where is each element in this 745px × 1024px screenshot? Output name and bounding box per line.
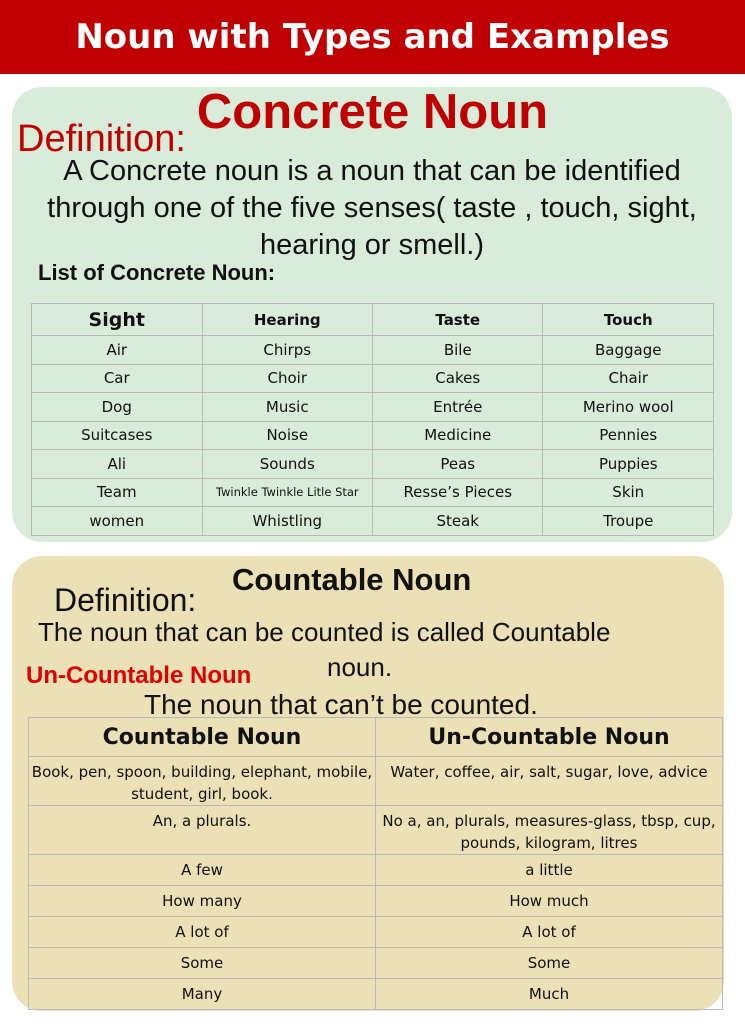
table-cell: Chair (543, 364, 714, 393)
table-cell: Team (32, 478, 203, 507)
table-cell: Dog (32, 393, 203, 422)
table-cell: Cakes (373, 364, 543, 393)
table-cell: Baggage (543, 336, 714, 365)
table-cell: No a, an, plurals, measures-glass, tbsp, cup, pounds, kilogram, litres (376, 806, 723, 855)
countable-definition-line1: The noun that can be counted is called Countable (38, 617, 611, 647)
table-cell: Ali (32, 450, 203, 479)
table-header-row (29, 718, 723, 757)
table-cell: Pennies (543, 421, 714, 450)
table-cell: Merino wool (543, 393, 714, 422)
table-row (32, 507, 714, 536)
table-cell: Peas (373, 450, 543, 479)
table-cell: Skin (543, 478, 714, 507)
column-header-uncountable: Un-Countable Noun (376, 718, 723, 757)
table-cell: Some (29, 948, 376, 979)
table-cell: Resse’s Pieces (373, 478, 543, 507)
page-header (0, 0, 745, 74)
concrete-definition-text: A Concrete noun is a noun that can be identified through one of the five senses( taste , touch, sight, hearing or smell.) (47, 155, 697, 261)
table-cell: a little (376, 855, 723, 886)
concrete-list-label: List of Concrete Noun: (38, 260, 276, 285)
table-row (32, 478, 714, 507)
table-row (29, 757, 723, 806)
table-cell: Many (29, 979, 376, 1010)
table-row (29, 806, 723, 855)
table-row (32, 364, 714, 393)
table-header-row (32, 304, 714, 336)
table-cell: Air (32, 336, 203, 365)
concrete-definition-label: Definition: (17, 118, 186, 160)
table-cell: Chirps (202, 336, 373, 365)
table-cell: Twinkle Twinkle Litle Star (202, 478, 373, 507)
countable-definition-line2: noun. (327, 652, 393, 682)
concrete-noun-table (31, 303, 714, 536)
table-cell: A lot of (29, 917, 376, 948)
table-cell: Puppies (543, 450, 714, 479)
table-cell: Troupe (543, 507, 714, 536)
table-cell: How much (376, 886, 723, 917)
table-cell: Some (376, 948, 723, 979)
table-row (29, 886, 723, 917)
table-row (32, 393, 714, 422)
table-row (29, 979, 723, 1010)
table-cell: Car (32, 364, 203, 393)
table-row (32, 421, 714, 450)
column-header-hearing: Hearing (202, 304, 373, 336)
table-row (32, 450, 714, 479)
table-cell: Noise (202, 421, 373, 450)
table-cell: Steak (373, 507, 543, 536)
countable-noun-title: Countable Noun (232, 562, 472, 597)
table-row (29, 855, 723, 886)
uncountable-noun-title: Un-Countable Noun (26, 662, 252, 689)
column-header-touch: Touch (543, 304, 714, 336)
countable-noun-table (28, 717, 723, 1010)
table-cell: Suitcases (32, 421, 203, 450)
column-header-taste: Taste (373, 304, 543, 336)
table-cell: Music (202, 393, 373, 422)
table-cell: Choir (202, 364, 373, 393)
column-header-sight: Sight (32, 304, 203, 336)
table-cell: women (32, 507, 203, 536)
table-cell: Sounds (202, 450, 373, 479)
column-header-countable: Countable Noun (29, 718, 376, 757)
table-cell: Much (376, 979, 723, 1010)
page-title: Noun with Types and Examples (75, 17, 670, 57)
table-cell: Medicine (373, 421, 543, 450)
table-row (29, 948, 723, 979)
table-cell: Entrée (373, 393, 543, 422)
table-cell: A lot of (376, 917, 723, 948)
table-row (29, 917, 723, 948)
table-cell: A few (29, 855, 376, 886)
table-cell: How many (29, 886, 376, 917)
concrete-noun-title: Concrete Noun (196, 85, 549, 139)
table-row (32, 336, 714, 365)
uncountable-definition-text: The noun that can’t be counted. (144, 689, 538, 720)
table-cell: Water, coffee, air, salt, sugar, love, advice (376, 757, 723, 806)
table-cell: An, a plurals. (29, 806, 376, 855)
table-cell: Bile (373, 336, 543, 365)
countable-definition-label: Definition: (54, 582, 197, 618)
table-cell: Whistling (202, 507, 373, 536)
table-cell: Book, pen, spoon, building, elephant, mobile, student, girl, book. (29, 757, 376, 806)
